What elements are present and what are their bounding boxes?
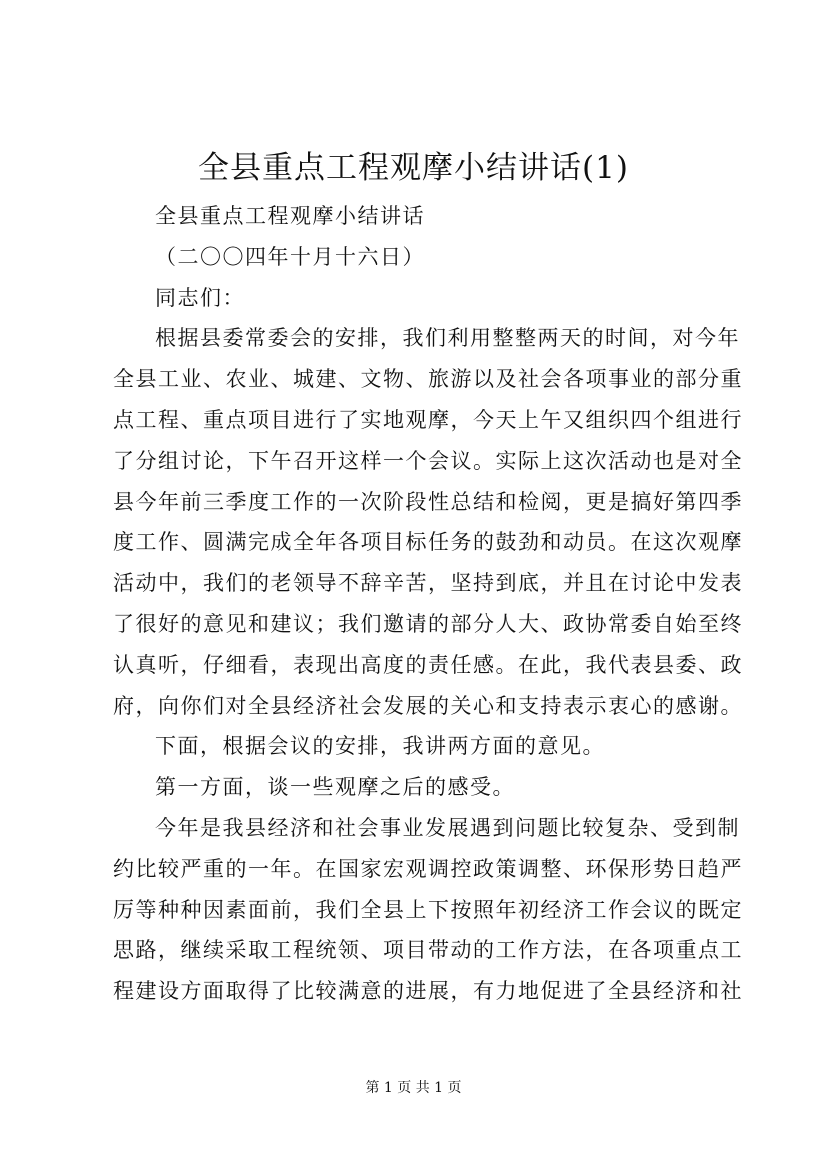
paragraph-4-line-5: 程建设方面取得了比较满意的进展，有力地促进了全县经济和社 bbox=[113, 979, 743, 1004]
paragraph-1-line-9: 认真听，仔细看，表现出高度的责任感。在此，我代表县委、政 bbox=[113, 652, 743, 677]
document-title: 全县重点工程观摩小结讲话(1) bbox=[198, 150, 629, 186]
paragraph-1-line-8: 了很好的意见和建议；我们邀请的部分人大、政协常委自始至终 bbox=[113, 611, 743, 636]
paragraph-1-line-3: 点工程、重点项目进行了实地观摩，今天上午又组织四个组进行 bbox=[113, 407, 743, 432]
paragraph-4-line-3: 厉等种种因素面前，我们全县上下按照年初经济工作会议的既定 bbox=[113, 897, 743, 922]
paragraph-4-line-4: 思路，继续采取工程统领、项目带动的工作方法，在各项重点工 bbox=[113, 938, 743, 963]
paragraph-3-line-1: 第一方面，谈一些观摩之后的感受。 bbox=[155, 775, 515, 800]
paragraph-1-line-5: 县今年前三季度工作的一次阶段性总结和检阅，更是搞好第四季 bbox=[113, 489, 743, 514]
document-body bbox=[113, 196, 743, 1012]
paragraph-1-line-7: 活动中，我们的老领导不辞辛苦，坚持到底，并且在讨论中发表 bbox=[113, 571, 743, 596]
paragraph-1-line-10: 府，向你们对全县经济社会发展的关心和支持表示衷心的感谢。 bbox=[113, 693, 743, 718]
paragraph-4-line-2: 约比较严重的一年。在国家宏观调控政策调整、环保形势日趋严 bbox=[113, 856, 743, 881]
subtitle-line: 全县重点工程观摩小结讲话 bbox=[155, 204, 425, 228]
paragraph-1-line-2: 全县工业、农业、城建、文物、旅游以及社会各项事业的部分重 bbox=[113, 367, 743, 392]
paragraph-1-line-6: 度工作、圆满完成全年各项目标任务的鼓劲和动员。在这次观摩 bbox=[113, 530, 743, 555]
salutation-line: 同志们： bbox=[155, 285, 245, 310]
paragraph-1-line-1: 根据县委常委会的安排，我们利用整整两天的时间，对今年 bbox=[155, 326, 740, 351]
paragraph-2-line-1: 下面，根据会议的安排，我讲两方面的意见。 bbox=[155, 734, 605, 759]
paragraph-4-line-1: 今年是我县经济和社会事业发展遇到问题比较复杂、受到制 bbox=[155, 815, 740, 840]
paragraph-1-line-4: 了分组讨论，下午召开这样一个会议。实际上这次活动也是对全 bbox=[113, 448, 743, 473]
page-footer: 第 1 页 共 1 页 bbox=[365, 1080, 462, 1096]
date-line: （二〇〇四年十月十六日） bbox=[155, 244, 425, 269]
